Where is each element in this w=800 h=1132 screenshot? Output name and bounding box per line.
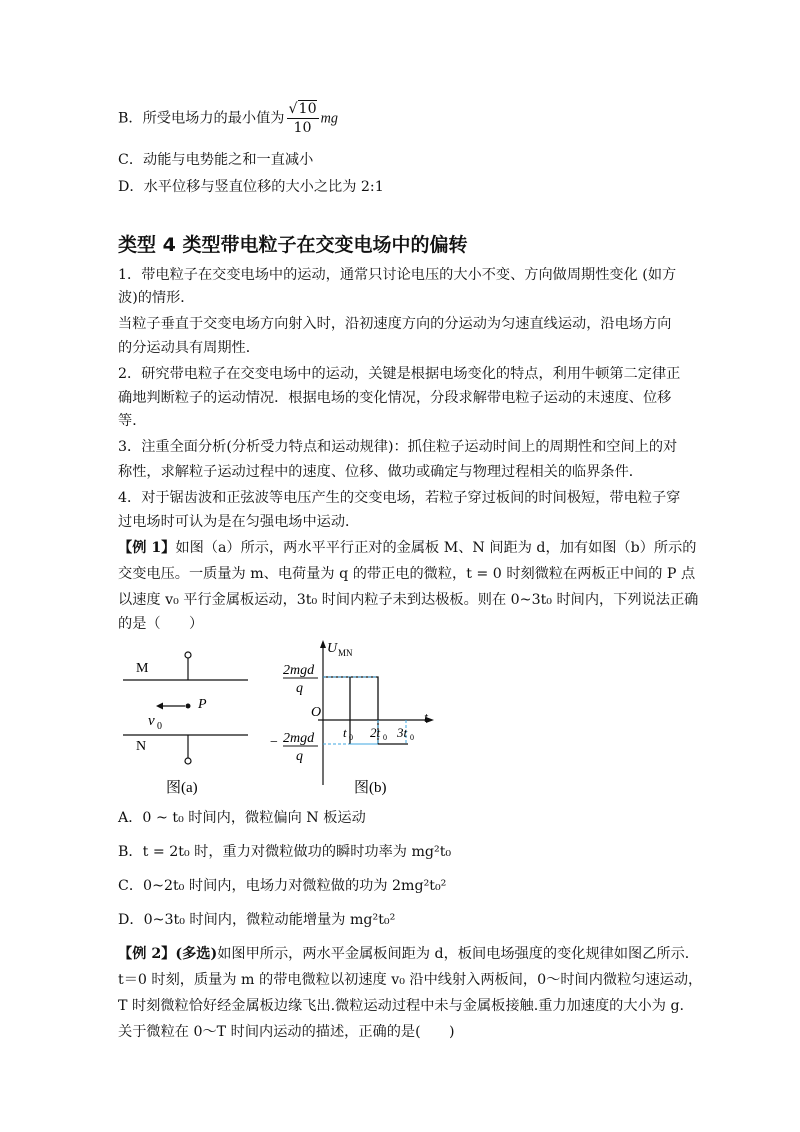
fraction: $\frac{√10}{10}$ <box>288 101 317 136</box>
svg-text:0: 0 <box>349 733 353 742</box>
caption-b: 图(b) <box>354 780 387 796</box>
example1-option-b: B．t = 2t₀ 时，重力对微粒做功的瞬时功率为 mg²t₀ <box>118 844 452 860</box>
example1-option-a: A．0 ~ t₀ 时间内，微粒偏向 N 板运动 <box>118 810 366 826</box>
paragraph-line: 波)的情形． <box>118 290 195 306</box>
paragraph-line: 称性，求解粒子运动过程中的速度、位移、做功或确定与物理过程相关的临界条件． <box>118 464 643 480</box>
svg-text:0: 0 <box>410 733 414 742</box>
svg-text:2mgd: 2mgd <box>283 731 315 746</box>
example1-option-d: D．0~3t₀ 时间内，微粒动能增量为 mg²t₀² <box>118 912 396 928</box>
paragraph-line: 4．对于锯齿波和正弦波等电压产生的交变电场，若粒子穿过板间的时间极短，带电粒子穿 <box>118 490 681 506</box>
figure-svg <box>118 640 563 800</box>
option-d-top: D．水平位移与竖直位移的大小之比为 2:1 <box>118 179 384 195</box>
example1-line4: 的是（ ） <box>118 616 204 632</box>
example2-line1: 【例 2】(多选)如图甲所示，两水平金属板间距为 d，板间电场强度的变化规律如图乙所示． <box>118 946 699 962</box>
figure <box>118 640 563 800</box>
example1-line2: 交变电压。一质量为 m、电荷量为 q 的带正电的微粒，t = 0 时刻微粒在两板正中间的 P 点 <box>118 566 696 582</box>
example1-line1: 【例 1】如图（a）所示，两水平平行正对的金属板 M、N 间距为 d，加有如图（b）所示的 <box>118 540 697 556</box>
example2-line2: t＝0 时刻，质量为 m 的带电微粒以初速度 v₀ 沿中线射入两板间，0～时间内微粒匀速运动， <box>118 972 703 988</box>
svg-text:q: q <box>296 749 303 764</box>
label-v0-sub: 0 <box>157 721 162 732</box>
example1-option-c: C．0~2t₀ 时间内，电场力对微粒做的功为 2mg²t₀² <box>118 878 447 894</box>
axis-y-sub: MN <box>338 648 353 658</box>
paragraph-line: 2．研究带电粒子在交变电场中的运动，关键是根据电场变化的特点，利用牛顿第二定律正 <box>118 366 681 382</box>
example2-line3: T 时刻微粒恰好经金属板边缘飞出.微粒运动过程中未与金属板接触.重力加速度的大小为 g. <box>118 998 685 1014</box>
svg-text:0: 0 <box>383 733 387 742</box>
paragraph-line: 确地判断粒子的运动情况．根据电场的变化情况，分段求解带电粒子运动的末速度、位移 <box>118 390 672 406</box>
label-m: M <box>136 661 149 676</box>
y-axis-arrow-icon <box>320 640 326 648</box>
level-num: 2mgd <box>283 663 315 678</box>
velocity-arrow-icon <box>156 703 163 710</box>
tick-3t0: 3t <box>397 725 408 740</box>
option-b-top: B．所受电场力的最小值为 $\frac{√10}{10}$ mg <box>118 101 338 136</box>
neg-sign: − <box>270 735 278 750</box>
level-den: q <box>296 681 303 696</box>
option-b-text: B．所受电场力的最小值为 <box>118 110 285 127</box>
label-n: N <box>136 739 147 754</box>
waveform <box>323 677 408 744</box>
label-p: P <box>198 697 207 712</box>
example1-line3: 以速度 v₀ 平行金属板运动，3t₀ 时间内粒子未到达极板。则在 0~3t₀ 时间内，下列说法正确 <box>118 592 699 608</box>
axis-y-label: U <box>327 641 338 656</box>
caption-a: 图(a) <box>166 780 198 796</box>
particle-p <box>186 704 191 709</box>
label-v0: v <box>148 713 155 729</box>
paragraph-line: 过电场时可认为是在匀强电场中运动． <box>118 514 360 530</box>
section-heading: 类型 4 类型带电粒子在交变电场中的偏转 <box>118 234 468 256</box>
paragraph-line: 的分运动具有周期性． <box>118 340 260 356</box>
tick-2t0: 2t <box>370 725 381 740</box>
paragraph-line: 1．带电粒子在交变电场中的运动，通常只讨论电压的大小不变、方向做周期性变化 (如方 <box>118 267 677 283</box>
origin-label: O <box>311 705 322 720</box>
paragraph-line: 当粒子垂直于交变电场方向射入时，沿初速度方向的分运动为匀速直线运动，沿电场方向 <box>118 316 672 332</box>
paragraph-line: 等． <box>118 413 147 429</box>
example2-line4: 关于微粒在 0～T 时间内运动的描述，正确的是( ) <box>118 1024 455 1040</box>
option-c-top: C．动能与电势能之和一直减小 <box>118 152 314 168</box>
paragraph-line: 3．注重全面分析(分析受力特点和运动规律)：抓住粒子运动时间上的周期性和空间上的对 <box>118 439 678 455</box>
tick-t0: t <box>343 725 347 740</box>
axis-x-label: t <box>424 711 428 726</box>
